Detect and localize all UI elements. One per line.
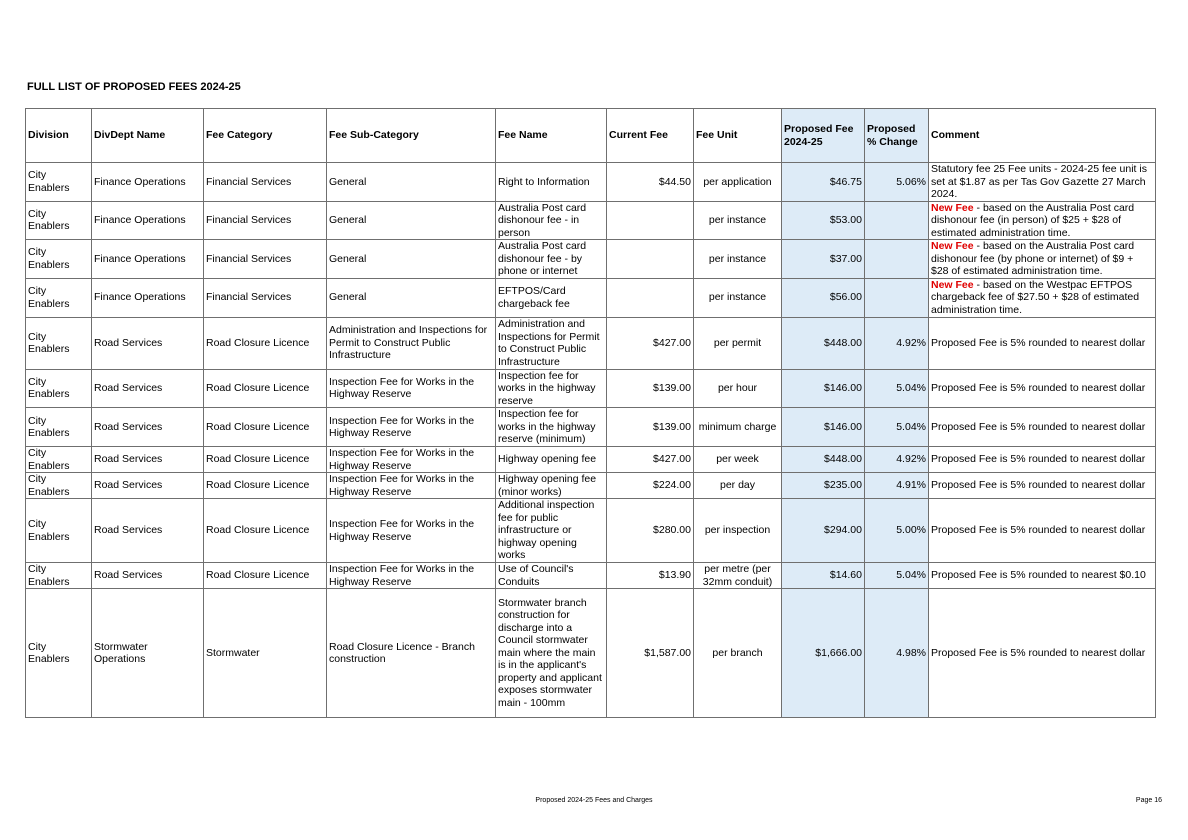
cell-feename: Stormwater branch construction for discharge into a Council stormwater main where the main is in the applicant's property and applicant exposes stormwater main - 100mm — [496, 589, 607, 718]
table-row — [26, 163, 1156, 202]
cell-comment — [929, 473, 1156, 499]
cell-comment — [929, 240, 1156, 279]
cell-comment — [929, 408, 1156, 447]
cell-division: City Enablers — [26, 473, 92, 499]
cell-current: $280.00 — [607, 499, 694, 563]
cell-division: City Enablers — [26, 499, 92, 563]
cell-change: 5.00% — [865, 499, 929, 563]
cell-category: Road Closure Licence — [204, 408, 327, 447]
cell-proposed: $37.00 — [782, 240, 865, 279]
cell-change: 4.91% — [865, 473, 929, 499]
cell-feename: Administration and Inspections for Permit to Construct Public Infrastructure — [496, 317, 607, 369]
cell-subcategory: Inspection Fee for Works in the Highway Reserve — [327, 563, 496, 589]
cell-comment — [929, 499, 1156, 563]
cell-change — [865, 278, 929, 317]
col-header-feename: Fee Name — [496, 109, 607, 163]
col-header-division: Division — [26, 109, 92, 163]
col-header-change: Proposed % Change — [865, 109, 929, 163]
cell-divdept: Finance Operations — [92, 240, 204, 279]
cell-subcategory: Inspection Fee for Works in the Highway Reserve — [327, 473, 496, 499]
cell-division: City Enablers — [26, 240, 92, 279]
cell-division: City Enablers — [26, 317, 92, 369]
cell-category: Financial Services — [204, 201, 327, 240]
comment-text: Proposed Fee is 5% rounded to nearest dollar — [931, 646, 1146, 659]
cell-divdept: Finance Operations — [92, 201, 204, 240]
cell-change: 4.92% — [865, 317, 929, 369]
cell-unit: per instance — [694, 278, 782, 317]
cell-current: $427.00 — [607, 447, 694, 473]
cell-change: 5.06% — [865, 163, 929, 202]
cell-subcategory: Inspection Fee for Works in the Highway Reserve — [327, 499, 496, 563]
cell-proposed: $448.00 — [782, 317, 865, 369]
comment-text: - based on the Australia Post card dishonour fee (by phone or internet) of $9 + $28 of estimated administration time. — [931, 240, 1135, 277]
comment-text: - based on the Westpac EFTPOS chargeback fee of $27.50 + $28 of estimated administration time. — [931, 278, 1140, 316]
cell-change: 5.04% — [865, 408, 929, 447]
cell-current: $13.90 — [607, 563, 694, 589]
cell-category: Road Closure Licence — [204, 369, 327, 408]
cell-proposed: $294.00 — [782, 499, 865, 563]
cell-divdept: Road Services — [92, 369, 204, 408]
footer-title: Proposed 2024-25 Fees and Charges — [535, 797, 653, 804]
cell-change: 4.98% — [865, 589, 929, 718]
cell-proposed: $14.60 — [782, 563, 865, 589]
cell-comment — [929, 278, 1156, 317]
table-row — [26, 201, 1156, 240]
cell-divdept: Road Services — [92, 317, 204, 369]
cell-current — [607, 240, 694, 279]
comment-text: Statutory fee 25 Fee units - 2024-25 fee unit is set at $1.87 as per Tas Gov Gazette 27 March 2024. — [931, 163, 1147, 200]
cell-category: Road Closure Licence — [204, 447, 327, 473]
cell-current: $427.00 — [607, 317, 694, 369]
col-header-category: Fee Category — [204, 109, 327, 163]
cell-category: Road Closure Licence — [204, 473, 327, 499]
col-header-subcategory: Fee Sub-Category — [327, 109, 496, 163]
cell-division: City Enablers — [26, 163, 92, 202]
cell-divdept: Road Services — [92, 563, 204, 589]
cell-unit: per inspection — [694, 499, 782, 563]
col-header-proposed: Proposed Fee 2024-25 — [782, 109, 865, 163]
cell-comment — [929, 201, 1156, 240]
cell-feename: Highway opening fee — [496, 447, 607, 473]
cell-divdept: Road Services — [92, 447, 204, 473]
cell-division: City Enablers — [26, 563, 92, 589]
cell-current: $139.00 — [607, 408, 694, 447]
cell-subcategory: General — [327, 163, 496, 202]
cell-divdept: Road Services — [92, 473, 204, 499]
comment-text: Proposed Fee is 5% rounded to nearest dollar — [931, 453, 1146, 466]
cell-unit: per permit — [694, 317, 782, 369]
cell-category: Road Closure Licence — [204, 563, 327, 589]
cell-proposed: $56.00 — [782, 278, 865, 317]
cell-unit: per week — [694, 447, 782, 473]
cell-division: City Enablers — [26, 369, 92, 408]
cell-feename: Use of Council's Conduits — [496, 563, 607, 589]
cell-feename: Right to Information — [496, 163, 607, 202]
cell-proposed: $448.00 — [782, 447, 865, 473]
cell-proposed: $146.00 — [782, 408, 865, 447]
cell-current: $44.50 — [607, 163, 694, 202]
table-row — [26, 563, 1156, 589]
table-row — [26, 589, 1156, 718]
page-title: FULL LIST OF PROPOSED FEES 2024-25 — [27, 81, 241, 93]
cell-division: City Enablers — [26, 278, 92, 317]
cell-category: Financial Services — [204, 240, 327, 279]
cell-category: Road Closure Licence — [204, 499, 327, 563]
new-fee-flag: New Fee — [931, 240, 974, 252]
table-row — [26, 447, 1156, 473]
cell-unit: per day — [694, 473, 782, 499]
cell-change: 4.92% — [865, 447, 929, 473]
col-header-divdept: DivDept Name — [92, 109, 204, 163]
col-header-unit: Fee Unit — [694, 109, 782, 163]
cell-change — [865, 201, 929, 240]
comment-text: Proposed Fee is 5% rounded to nearest dollar — [931, 336, 1146, 349]
cell-comment — [929, 589, 1156, 718]
table-row — [26, 473, 1156, 499]
cell-unit: per branch — [694, 589, 782, 718]
cell-comment — [929, 447, 1156, 473]
cell-subcategory: Inspection Fee for Works in the Highway Reserve — [327, 447, 496, 473]
comment-text: Proposed Fee is 5% rounded to nearest dollar — [931, 420, 1146, 433]
cell-divdept: Road Services — [92, 499, 204, 563]
cell-subcategory: Administration and Inspections for Permit to Construct Public Infrastructure — [327, 317, 496, 369]
cell-change — [865, 240, 929, 279]
cell-unit: per metre (per 32mm conduit) — [694, 563, 782, 589]
cell-proposed: $235.00 — [782, 473, 865, 499]
fees-table — [25, 108, 1156, 718]
cell-category: Stormwater — [204, 589, 327, 718]
cell-feename: EFTPOS/Card chargeback fee — [496, 278, 607, 317]
cell-current: $224.00 — [607, 473, 694, 499]
col-header-current: Current Fee — [607, 109, 694, 163]
cell-subcategory: General — [327, 240, 496, 279]
cell-comment — [929, 317, 1156, 369]
cell-unit: minimum charge — [694, 408, 782, 447]
cell-unit: per hour — [694, 369, 782, 408]
cell-feename: Additional inspection fee for public infrastructure or highway opening works — [496, 499, 607, 563]
cell-division: City Enablers — [26, 408, 92, 447]
comment-text: - based on the Australia Post card dishonour fee (in person) of $25 + $28 of estimated administration time. — [931, 201, 1135, 239]
cell-proposed: $1,666.00 — [782, 589, 865, 718]
table-row — [26, 240, 1156, 279]
header-row — [26, 109, 1156, 163]
cell-subcategory: Road Closure Licence - Branch construction — [327, 589, 496, 718]
cell-division: City Enablers — [26, 589, 92, 718]
comment-text: Proposed Fee is 5% rounded to nearest dollar — [931, 382, 1146, 394]
cell-current: $139.00 — [607, 369, 694, 408]
cell-category: Financial Services — [204, 278, 327, 317]
new-fee-flag: New Fee — [931, 278, 974, 291]
comment-text: Proposed Fee is 5% rounded to nearest dollar — [931, 524, 1146, 537]
table-row — [26, 369, 1156, 408]
table-row — [26, 499, 1156, 563]
cell-current: $1,587.00 — [607, 589, 694, 718]
cell-feename: Inspection fee for works in the highway reserve — [496, 369, 607, 408]
cell-feename: Inspection fee for works in the highway reserve (minimum) — [496, 408, 607, 447]
cell-division: City Enablers — [26, 201, 92, 240]
cell-feename: Australia Post card dishonour fee - by phone or internet — [496, 240, 607, 279]
table-row — [26, 317, 1156, 369]
cell-divdept: Road Services — [92, 408, 204, 447]
page-number: Page 16 — [1135, 797, 1162, 804]
cell-feename: Highway opening fee (minor works) — [496, 473, 607, 499]
cell-current — [607, 201, 694, 240]
cell-proposed: $46.75 — [782, 163, 865, 202]
cell-divdept: Finance Operations — [92, 278, 204, 317]
cell-proposed: $53.00 — [782, 201, 865, 240]
table-row — [26, 278, 1156, 317]
cell-proposed: $146.00 — [782, 369, 865, 408]
cell-category: Road Closure Licence — [204, 317, 327, 369]
cell-division: City Enablers — [26, 447, 92, 473]
cell-subcategory: Inspection Fee for Works in the Highway Reserve — [327, 408, 496, 447]
cell-change: 5.04% — [865, 563, 929, 589]
cell-divdept: Finance Operations — [92, 163, 204, 202]
cell-unit: per instance — [694, 201, 782, 240]
col-header-comment: Comment — [929, 109, 1156, 163]
cell-divdept: Stormwater Operations — [92, 589, 204, 718]
cell-comment — [929, 163, 1156, 202]
cell-comment — [929, 369, 1156, 408]
cell-unit: per application — [694, 163, 782, 202]
comment-text: Proposed Fee is 5% rounded to nearest dollar — [931, 479, 1146, 492]
cell-subcategory: Inspection Fee for Works in the Highway Reserve — [327, 369, 496, 408]
cell-comment — [929, 563, 1156, 589]
cell-feename: Australia Post card dishonour fee - in person — [496, 201, 607, 240]
table-row — [26, 408, 1156, 447]
cell-subcategory: General — [327, 201, 496, 240]
comment-text: Proposed Fee is 5% rounded to nearest $0.10 — [931, 569, 1146, 582]
cell-category: Financial Services — [204, 163, 327, 202]
cell-unit: per instance — [694, 240, 782, 279]
cell-current — [607, 278, 694, 317]
new-fee-flag: New Fee — [931, 201, 974, 214]
cell-change: 5.04% — [865, 369, 929, 408]
cell-subcategory: General — [327, 278, 496, 317]
